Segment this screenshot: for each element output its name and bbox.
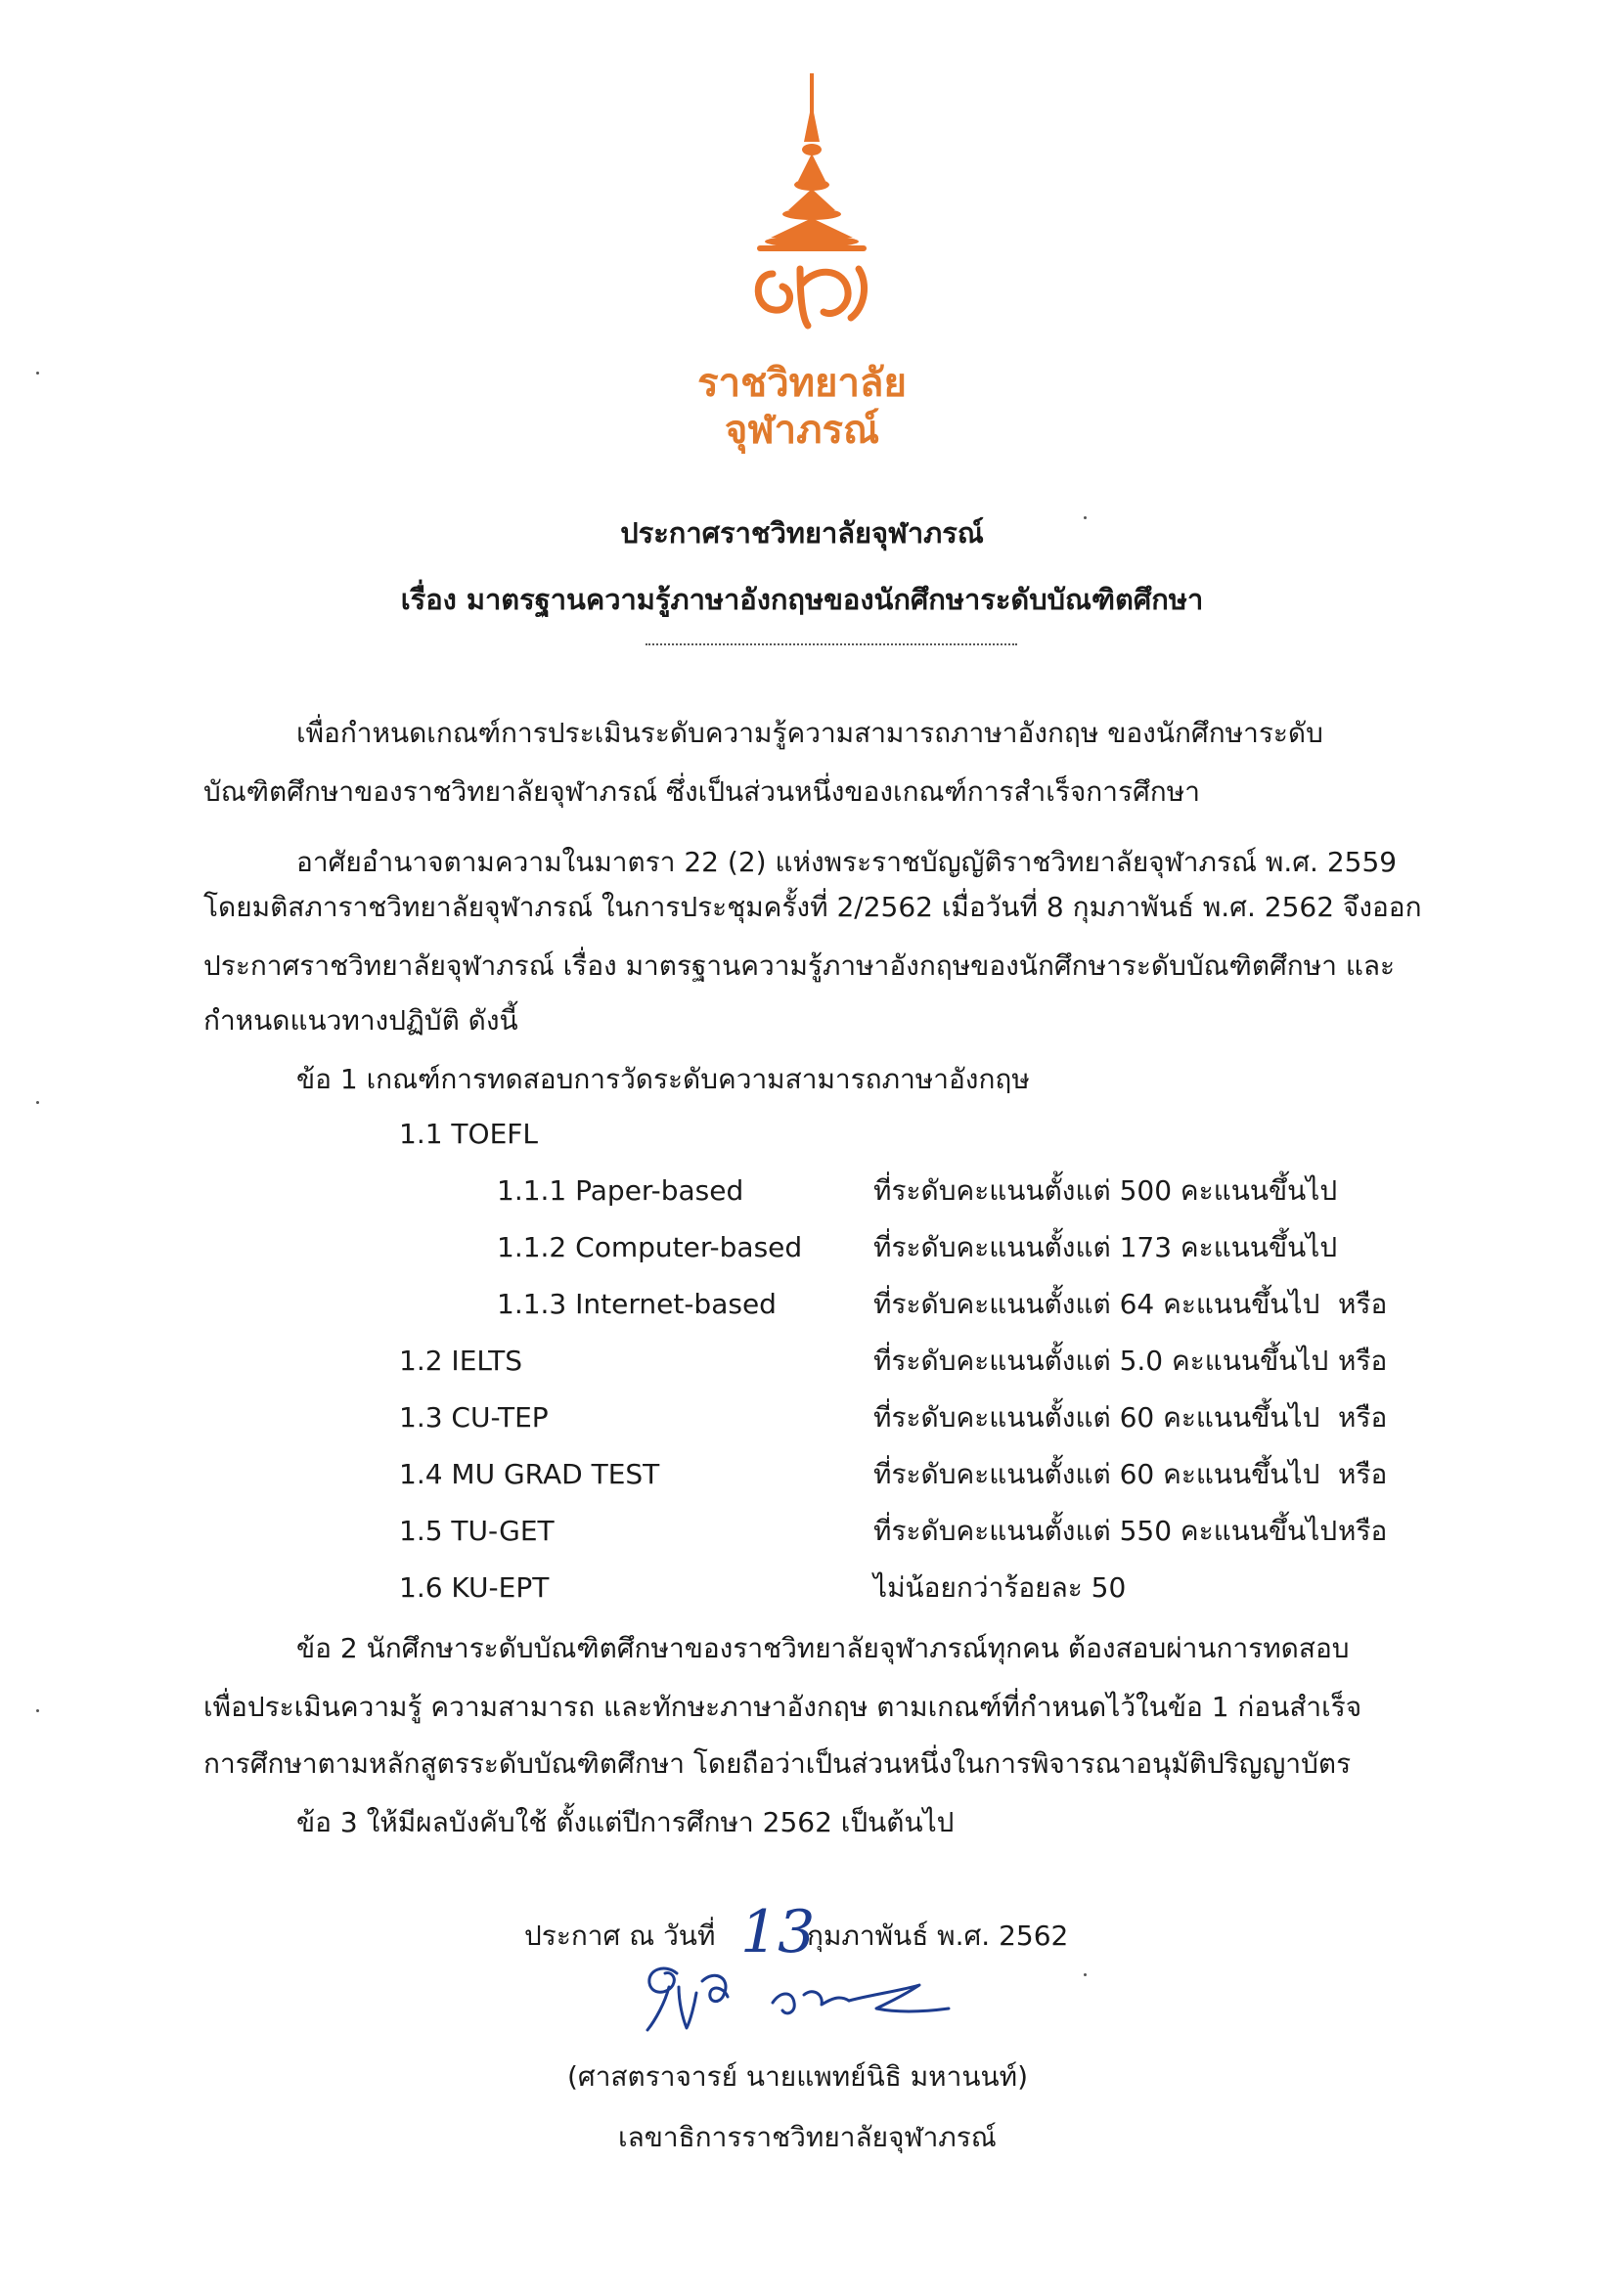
test-suffix: หรือ xyxy=(1338,1345,1388,1377)
test-suffix: หรือ xyxy=(1338,1401,1388,1434)
preamble-p2-line1: อาศัยอำนาจตามความในมาตรา 22 (2) แห่งพระราชบัญญัติราชวิทยาลัยจุฬาภรณ์ พ.ศ. 2559 xyxy=(296,846,1398,878)
test-criterion: ที่ระดับคะแนนตั้งแต่ 5.0 คะแนนขึ้นไป xyxy=(873,1345,1329,1377)
test-suffix: หรือ xyxy=(1338,1515,1388,1547)
clause2-line2: เพื่อประเมินความรู้ ความสามารถ และทักษะภาษาอังกฤษ ตามเกณฑ์ที่กำหนดไว้ในข้อ 1 ก่อนสำเร็จ xyxy=(203,1691,1362,1723)
test-suffix: หรือ xyxy=(1338,1288,1388,1320)
clause3-line1: ข้อ 3 ให้มีผลบังคับใช้ ตั้งแต่ปีการศึกษา 2562 เป็นต้นไป xyxy=(296,1806,955,1838)
test-label: 1.6 KU-EPT xyxy=(399,1571,550,1604)
preamble-p1-line1: เพื่อกำหนดเกณฑ์การประเมินระดับความรู้ความสามารถภาษาอังกฤษ ของนักศึกษาระดับ xyxy=(296,717,1323,749)
test-label: 1.1.1 Paper-based xyxy=(497,1174,744,1207)
test-criterion: ที่ระดับคะแนนตั้งแต่ 173 คะแนนขึ้นไป xyxy=(873,1231,1338,1263)
title-divider xyxy=(646,643,1017,645)
scan-speck xyxy=(36,1709,39,1712)
preamble-p2-line4: กำหนดแนวทางปฏิบัติ ดังนี้ xyxy=(203,1004,518,1037)
test-label: 1.3 CU-TEP xyxy=(399,1401,549,1434)
college-emblem-icon xyxy=(743,73,880,342)
test-criterion: ที่ระดับคะแนนตั้งแต่ 60 คะแนนขึ้นไป xyxy=(873,1401,1320,1434)
preamble-p2-line2: โดยมติสภาราชวิทยาลัยจุฬาภรณ์ ในการประชุมครั้งที่ 2/2562 เมื่อวันที่ 8 กุมภาพันธ์ พ.ศ. 2562 จึงออก xyxy=(203,891,1422,923)
test-suffix: หรือ xyxy=(1338,1458,1388,1490)
test-criterion: ไม่น้อยกว่าร้อยละ 50 xyxy=(873,1571,1127,1604)
signer-name: (ศาสตราจารย์ นายแพทย์นิธิ มหานนท์) xyxy=(567,2060,1028,2093)
test-criterion: ที่ระดับคะแนนตั้งแต่ 64 คะแนนขึ้นไป xyxy=(873,1288,1320,1320)
preamble-p2-line3: ประกาศราชวิทยาลัยจุฬาภรณ์ เรื่อง มาตรฐานความรู้ภาษาอังกฤษของนักศึกษาระดับบัณฑิตศึกษา และ xyxy=(203,949,1396,982)
test-label: 1.1.2 Computer-based xyxy=(497,1231,803,1263)
signer-title: เลขาธิการราชวิทยาลัยจุฬาภรณ์ xyxy=(618,2121,997,2153)
scan-speck xyxy=(1084,516,1087,519)
test-label: 1.4 MU GRAD TEST xyxy=(399,1458,660,1490)
clause1-heading: ข้อ 1 เกณฑ์การทดสอบการวัดระดับความสามารถภาษาอังกฤษ xyxy=(296,1063,1030,1095)
college-name-line1: ราชวิทยาลัย xyxy=(697,361,907,406)
test-criterion: ที่ระดับคะแนนตั้งแต่ 550 คะแนนขึ้นไป xyxy=(873,1515,1338,1547)
announcement-title: ประกาศราชวิทยาลัยจุฬาภรณ์ xyxy=(620,516,984,550)
clause1-toefl-label: 1.1 TOEFL xyxy=(399,1118,538,1150)
test-criterion: ที่ระดับคะแนนตั้งแต่ 60 คะแนนขึ้นไป xyxy=(873,1458,1320,1490)
preamble-p1-line2: บัณฑิตศึกษาของราชวิทยาลัยจุฬาภรณ์ ซึ่งเป็นส่วนหนึ่งของเกณฑ์การสำเร็จการศึกษา xyxy=(203,775,1200,808)
scan-speck xyxy=(1084,1973,1087,1976)
test-label: 1.2 IELTS xyxy=(399,1345,522,1377)
college-name-line2: จุฬาภรณ์ xyxy=(724,408,880,453)
announce-date-suffix: กุมภาพันธ์ พ.ศ. 2562 xyxy=(807,1920,1069,1952)
scan-speck xyxy=(36,372,39,375)
announce-date-prefix: ประกาศ ณ วันที่ xyxy=(524,1920,716,1952)
announcement-subject: เรื่อง มาตรฐานความรู้ภาษาอังกฤษของนักศึกษาระดับบัณฑิตศึกษา xyxy=(400,583,1204,616)
clause2-line3: การศึกษาตามหลักสูตรระดับบัณฑิตศึกษา โดยถือว่าเป็นส่วนหนึ่งในการพิจารณาอนุมัติปริญญาบัตร xyxy=(203,1747,1352,1780)
test-label: 1.1.3 Internet-based xyxy=(497,1288,777,1320)
test-criterion: ที่ระดับคะแนนตั้งแต่ 500 คะแนนขึ้นไป xyxy=(873,1174,1338,1207)
test-label: 1.5 TU-GET xyxy=(399,1515,555,1547)
svg-text:13: 13 xyxy=(740,1898,816,1966)
scan-speck xyxy=(36,1101,39,1104)
clause2-line1: ข้อ 2 นักศึกษาระดับบัณฑิตศึกษาของราชวิทยาลัยจุฬาภรณ์ทุกคน ต้องสอบผ่านการทดสอบ xyxy=(296,1632,1350,1664)
handwritten-signature xyxy=(626,1944,958,2038)
